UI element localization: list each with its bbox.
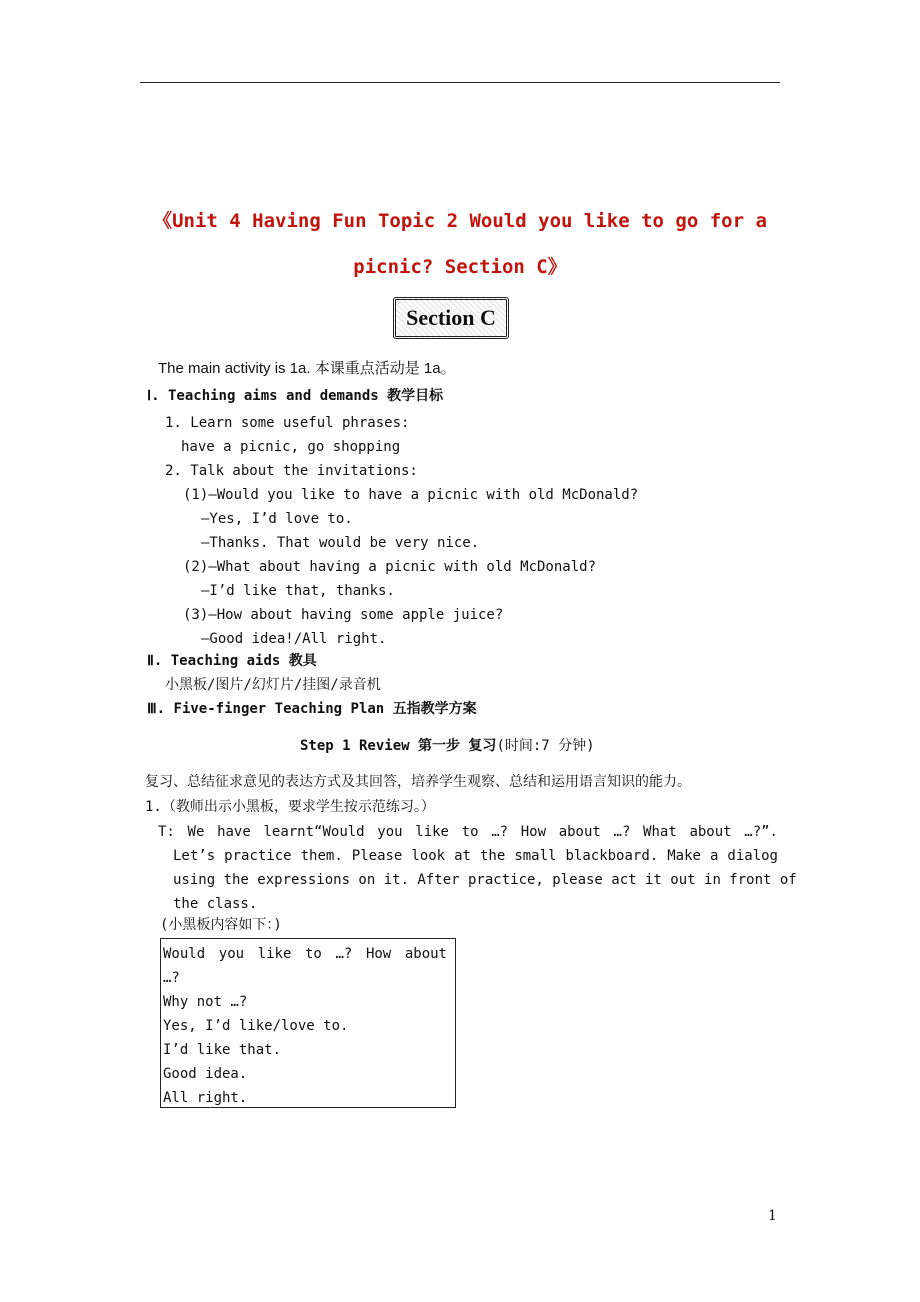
step-1-goal: 复习、总结征求意见的表达方式及其回答，培养学生观察、总结和运用语言知识的能力。 [145, 774, 691, 790]
header-rule [140, 82, 780, 83]
dialog-2-question: (2)—What about having a picnic with old McDonald? [183, 559, 597, 575]
dialog-3-question: (3)—How about having some apple juice? [183, 607, 504, 623]
blackboard-line-3: Why not …? [163, 994, 248, 1010]
blackboard-line-2: …? [163, 970, 180, 986]
dialog-1-answer-2: —Thanks. That would be very nice. [201, 535, 480, 551]
dialog-3-answer: —Good idea!/All right. [201, 631, 387, 647]
page-number: 1 [768, 1208, 777, 1224]
dialog-1-question: (1)—Would you like to have a picnic with old McDonald? [183, 487, 639, 503]
document-title-line-2: picnic? Section C》 [353, 256, 567, 278]
teacher-line-3: using the expressions on it. After practice, please act it out in front of [173, 872, 797, 888]
teaching-aids-list: 小黑板/图片/幻灯片/挂图/录音机 [165, 677, 381, 693]
step-1-instruction: 1.（教师出示小黑板，要求学生按示范练习。） [145, 799, 435, 815]
teacher-line-1: T: We have learnt“Would you like to …? How about …? What about …?”. [158, 824, 778, 840]
blackboard-line-1: Would you like to …? How about [163, 946, 447, 962]
blackboard-line-5: I’d like that. [163, 1042, 282, 1058]
teacher-line-4: the class. [173, 896, 258, 912]
dialog-1-answer-1: —Yes, I’d love to. [201, 511, 353, 527]
document-title-line-1: 《Unit 4 Having Fun Topic 2 Would you like to go for a [153, 210, 767, 232]
intro-text: The main activity is 1a. 本课重点活动是 1a。 [158, 360, 456, 377]
step-1-title: Step 1 Review 第一步 复习 [300, 738, 497, 754]
aim-item-2: 2. Talk about the invitations: [165, 463, 418, 479]
blackboard-note: (小黑板内容如下：) [160, 917, 282, 933]
step-1-heading [300, 737, 595, 755]
section-3-heading: Ⅲ. Five-finger Teaching Plan 五指教学方案 [147, 701, 477, 717]
section-2-heading: Ⅱ. Teaching aids 教具 [147, 653, 317, 669]
teacher-line-2: Let’s practice them. Please look at the small blackboard. Make a dialog [173, 848, 778, 864]
dialog-2-answer: —I’d like that, thanks. [201, 583, 395, 599]
aim-item-1: 1. Learn some useful phrases: [165, 415, 410, 431]
aim-item-1-phrases: have a picnic, go shopping [181, 439, 401, 455]
step-1-time: (时间:7 分钟) [496, 738, 595, 754]
blackboard-line-7: All right. [163, 1090, 248, 1106]
blackboard-line-4: Yes, I’d like/love to. [163, 1018, 349, 1034]
section-badge: Section C [393, 297, 509, 339]
blackboard-box [160, 938, 456, 1108]
blackboard-line-6: Good idea. [163, 1066, 248, 1082]
section-1-heading: Ⅰ. Teaching aims and demands 教学目标 [147, 388, 444, 404]
